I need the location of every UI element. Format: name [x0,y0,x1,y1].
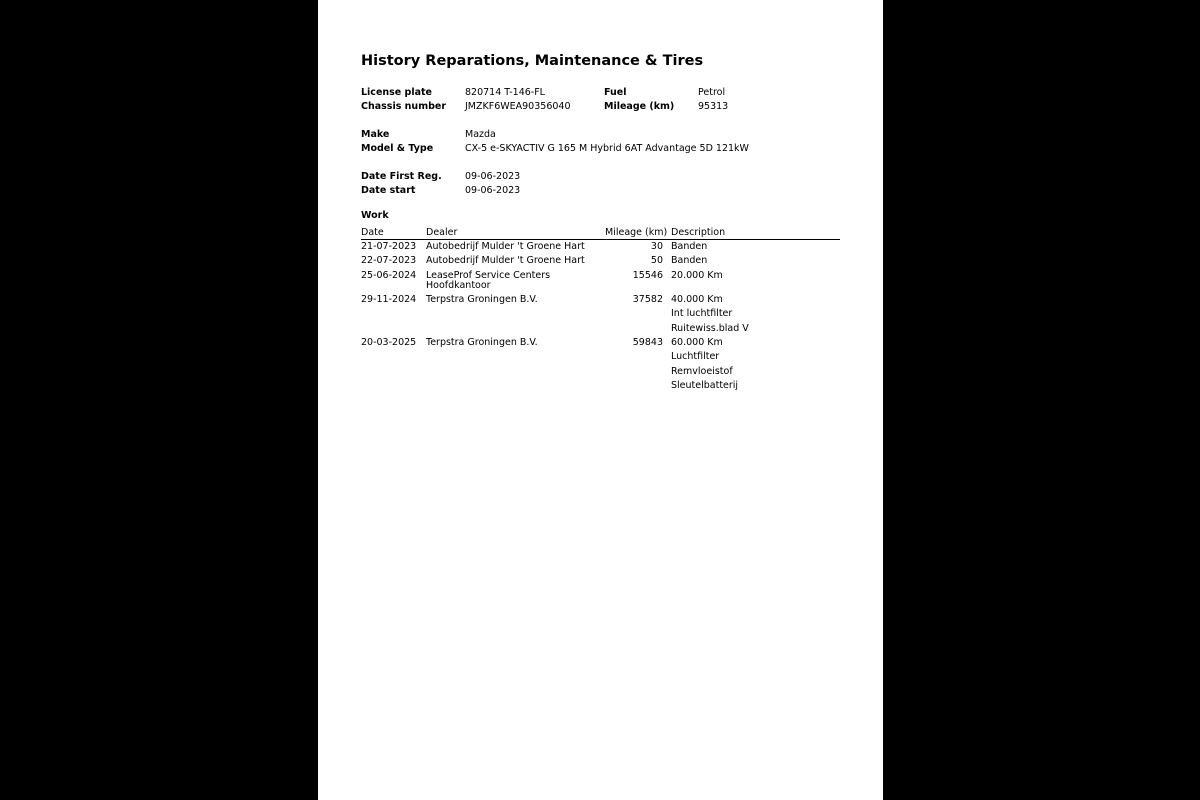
row-date: 25-06-2024 [361,269,417,281]
fuel-label: Fuel [604,87,627,98]
header-divider [361,239,840,240]
mileage-label: Mileage (km) [604,101,675,112]
column-header-mileage: Mileage (km) [605,227,668,238]
column-header-dealer: Dealer [426,227,458,238]
date-start-value: 09-06-2023 [465,185,521,196]
make-label: Make [361,129,390,140]
mileage-value: 95313 [698,101,729,112]
row-description: Luchtfilter [671,351,720,363]
row-mileage: 37582 [632,294,663,306]
model-label: Model & Type [361,143,434,154]
row-description: Sleutelbatterij [671,379,739,391]
row-description: Ruitewiss.blad V [671,322,749,334]
column-header-description: Description [671,227,726,238]
date-start-label: Date start [361,185,416,196]
document-page [318,0,883,800]
row-mileage: 50 [650,255,663,267]
row-description: Remvloeistof [671,365,733,377]
page-title: History Reparations, Maintenance & Tires [361,53,704,69]
license-plate-label: License plate [361,87,433,98]
chassis-value: JMZKF6WEA90356040 [465,101,571,112]
row-dealer: Terpstra Groningen B.V. [426,337,538,348]
row-mileage: 30 [650,241,663,252]
row-date: 21-07-2023 [361,241,417,252]
row-dealer: LeaseProf Service Centers [426,269,551,281]
first-reg-label: Date First Reg. [361,171,442,182]
row-description: Int luchtfilter [671,308,733,320]
row-date: 29-11-2024 [361,294,417,306]
license-plate-value: 820714 T-146-FL [465,87,545,98]
first-reg-value: 09-06-2023 [465,171,521,182]
row-description: Banden [671,255,708,267]
fuel-value: Petrol [698,87,726,98]
column-header-date: Date [361,227,384,238]
row-description: 60.000 Km [671,337,723,348]
row-mileage: 59843 [632,337,663,348]
row-date: 20-03-2025 [361,337,417,348]
row-dealer: Terpstra Groningen B.V. [426,294,538,306]
chassis-label: Chassis number [361,101,447,112]
row-dealer: Hoofdkantoor [426,279,491,291]
model-value: CX-5 e-SKYACTIV G 165 M Hybrid 6AT Advantage 5D 121kW [465,143,749,154]
row-date: 22-07-2023 [361,255,417,267]
row-description: 20.000 Km [671,269,723,281]
row-dealer: Autobedrijf Mulder 't Groene Hart [426,255,585,267]
row-description: Banden [671,241,708,252]
row-description: 40.000 Km [671,294,723,306]
work-heading: Work [361,210,389,221]
make-value: Mazda [465,129,496,140]
row-mileage: 15546 [632,269,663,281]
row-dealer: Autobedrijf Mulder 't Groene Hart [426,241,585,252]
